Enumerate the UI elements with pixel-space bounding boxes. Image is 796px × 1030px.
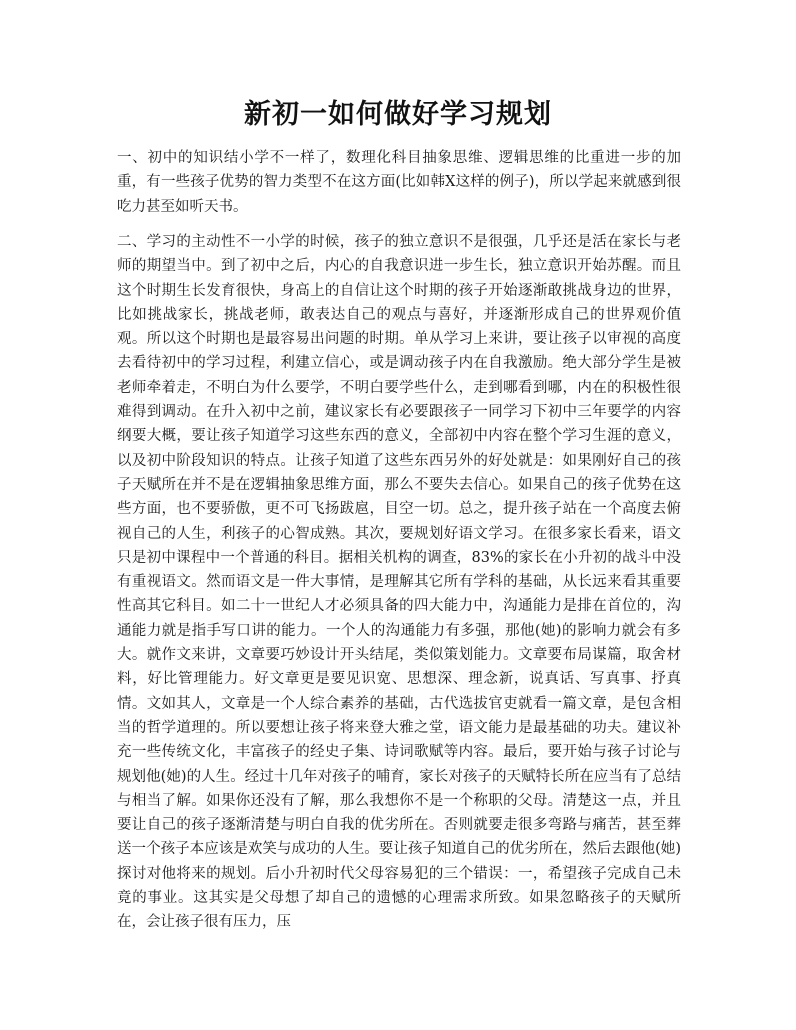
paragraph-2: 二、学习的主动性不一小学的时候，孩子的独立意识不是很强，几乎还是活在家长与老师的期望当中。到了初中之后，内心的自我意识进一步生长，独立意识开始苏醒。而且这个时期生长发育很快，身高上的自信让这个时期的孩子开始逐渐敢挑战身边的世界，比如挑战家长，挑战老师，敢表达自己的观点与喜好，并逐渐形成自己的世界观价值观。所以这个时期也是最容易出问题的时期。单从学习上来讲，要让孩子以审视的高度去看待初中的学习过程，利建立信心，或是调动孩子内在自我激励。绝大部分学生是被老师牵着走，不明白为什么要学，不明白要学些什么，走到哪看到哪，内在的积极性很难得到调动。在升入初中之前，建议家长有必要跟孩子一同学习下初中三年要学的内容纲要大概，要让孩子知道学习这些东西的意义，全部初中内容在整个学习生涯的意义，以及初中阶段知识的特点。让孩子知道了这些东西另外的好处就是：如果刚好自己的孩子天赋所在并不是在逻辑抽象思维方面，那么不要失去信心。如果自己的孩子优势在这些方面，也不要骄傲，更不可飞扬跋扈，目空一切。总之，提升孩子站在一个高度去俯视自己的人生，利孩子的心智成熟。其次，要规划好语文学习。在很多家长看来，语文只是初中课程中一个普通的科目。据相关机构的调查，83%的家长在小升初的战斗中没有重视语文。然而语文是一件大事情，是理解其它所有学科的基础，从长远来看其重要性高其它科目。如二十一世纪人才必须具备的四大能力中，沟通能力是排在首位的，沟通能力就是指手写口讲的能力。一个人的沟通能力有多强，那他(她)的影响力就会有多大。就作文来讲，文章要巧妙设计开头结尾，类似策划能力。文章要布局谋篇，取舍材料，好比管理能力。好文章更是要见识宽、思想深、理念新，说真话、写真事、抒真情。文如其人，文章是一个人综合素养的基础，古代选拔官吏就看一篇文章，是包含相当的哲学道理的。所以要想让孩子将来登大雅之堂，语文能力是最基础的功夫。建议补充一些传统文化，丰富孩子的经史子集、诗词歌赋等内容。最后，要开始与孩子讨论与规划他(她)的人生。经过十几年对孩子的哺育，家长对孩子的天赋特长所在应当有了总结与相当了解。如果你还没有了解，那么我想你不是一个称职的父母。清楚这一点，并且要让自己的孩子逐渐清楚与明白自我的优劣所在。否则就要走很多弯路与痛苦，甚至葬送一个孩子本应该是欢笑与成功的人生。要让孩子知道自己的优劣所在，然后去跟他(她)探讨对他将来的规划。后小升初时代父母容易犯的三个错误：一，希望孩子完成自己未竟的事业。这其实是父母想了却自己的遗憾的心理需求所致。如果忽略孩子的天赋所在，会让孩子很有压力，压 bbox=[117, 234, 681, 931]
paragraph-1: 一、初中的知识结小学不一样了，数理化科目抽象思维、逻辑思维的比重进一步的加重，有一些孩子优势的智力类型不在这方面(比如韩X这样的例子)，所以学起来就感到很吃力甚至如听天书。 bbox=[117, 150, 681, 215]
document-title: 新初一如何做好学习规划 bbox=[244, 99, 552, 130]
